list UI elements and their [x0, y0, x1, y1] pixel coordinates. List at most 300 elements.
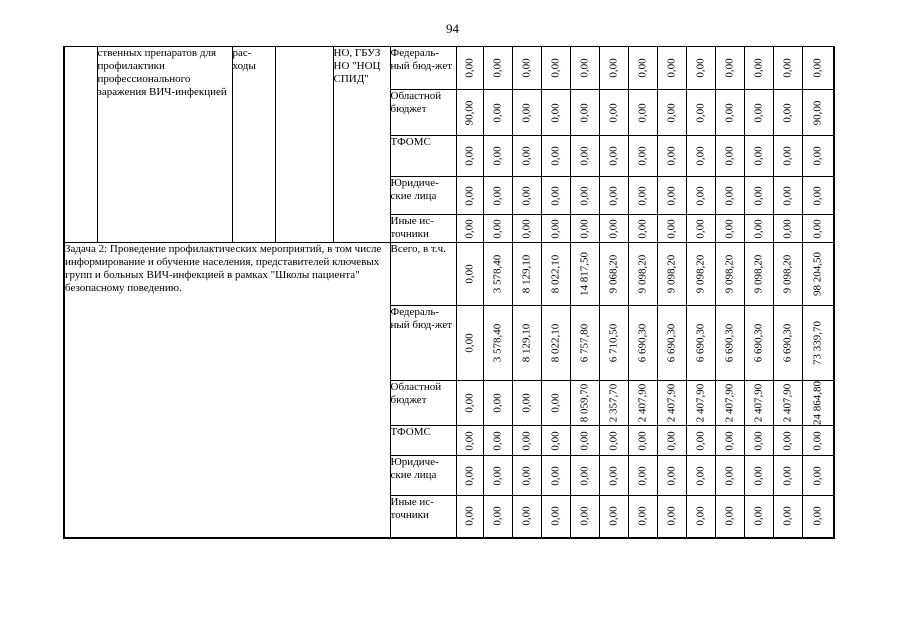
value-text: 0,00 [491, 465, 503, 486]
value-cell [456, 136, 483, 177]
value-cell [599, 177, 628, 215]
value-cell [541, 496, 570, 538]
value-text: 0,00 [723, 185, 735, 206]
value-text: 0,00 [578, 146, 590, 166]
value-text: 9 098,20 [665, 254, 677, 294]
value-cell [512, 426, 541, 456]
value-text: 9 068,20 [607, 254, 619, 294]
value-text: 0,00 [636, 58, 648, 78]
value-cell [628, 47, 657, 90]
value-text: 0,00 [636, 146, 648, 166]
value-cell [628, 381, 657, 426]
value-cell [628, 90, 657, 136]
table-body [64, 47, 834, 538]
value-cell [773, 243, 802, 306]
value-cell [744, 243, 773, 306]
value-cell [686, 136, 715, 177]
value-text: 0,00 [811, 218, 824, 239]
value-text: 2 407,90 [781, 383, 793, 423]
value-cell [570, 90, 599, 136]
value-text: 0,00 [665, 506, 677, 526]
value-cell [456, 90, 483, 136]
funding-source-label: ТФОМС [390, 136, 456, 177]
value-cell [802, 136, 834, 177]
value-text: 0,00 [665, 218, 677, 239]
value-text: 0,00 [752, 218, 764, 239]
value-cell [541, 426, 570, 456]
funding-source-label: Иные ис-точники [390, 215, 456, 243]
value-cell [802, 426, 834, 456]
value-text: 0,00 [491, 218, 503, 239]
value-text: 0,00 [752, 102, 764, 123]
value-cell [802, 456, 834, 496]
value-text: 0,00 [520, 146, 532, 166]
value-cell [512, 456, 541, 496]
value-cell [715, 136, 744, 177]
table-row [64, 243, 834, 306]
value-cell [570, 47, 599, 90]
value-cell [657, 496, 686, 538]
expense-type: рас-ходы [232, 47, 275, 243]
value-cell [657, 306, 686, 381]
value-text: 2 357,70 [607, 383, 619, 423]
value-cell [773, 496, 802, 538]
value-cell [744, 456, 773, 496]
value-text: 0,00 [694, 146, 706, 166]
value-cell [570, 243, 599, 306]
value-cell [541, 90, 570, 136]
value-text: 0,00 [463, 506, 475, 526]
value-text: 0,00 [520, 58, 532, 78]
value-text: 9 098,20 [723, 254, 735, 294]
value-text: 0,00 [520, 393, 532, 413]
value-cell [686, 306, 715, 381]
value-cell [483, 426, 512, 456]
value-text: 2 407,90 [694, 383, 706, 423]
value-text: 0,00 [520, 430, 532, 451]
value-text: 0,00 [549, 146, 561, 166]
value-cell [570, 381, 599, 426]
value-cell [686, 215, 715, 243]
task-title: Задача 2: Проведение профилактических мероприятий, в том числе информирование и обучение населения, представителей ключевых групп и больных ВИЧ-инфекцией в рамках "Школы пациента" безопасному поведению. [64, 243, 390, 538]
value-text: 0,00 [781, 185, 793, 206]
value-text: 3 578,40 [491, 254, 503, 294]
value-text: 0,00 [463, 58, 475, 78]
value-cell [744, 177, 773, 215]
value-text: 0,00 [607, 506, 619, 526]
value-text: 0,00 [607, 430, 619, 451]
value-cell [802, 90, 834, 136]
value-cell [628, 496, 657, 538]
value-text: 0,00 [665, 146, 677, 166]
value-cell [773, 47, 802, 90]
value-text: 9 098,20 [781, 254, 793, 294]
value-cell [715, 47, 744, 90]
value-cell [456, 47, 483, 90]
value-text: 8 129,10 [520, 254, 532, 294]
value-text: 0,00 [549, 102, 561, 123]
value-text: 0,00 [723, 102, 735, 123]
measure-name: ственных препаратов для профилактики профессионального заражения ВИЧ-инфекцией [97, 47, 232, 243]
value-cell [715, 177, 744, 215]
value-cell [483, 90, 512, 136]
value-cell [686, 243, 715, 306]
funding-source-label: Областной бюджет [390, 381, 456, 426]
value-cell [628, 215, 657, 243]
value-cell [744, 90, 773, 136]
value-text: 0,00 [723, 430, 735, 451]
value-text: 0,00 [636, 465, 648, 486]
funding-source-label: Областной бюджет [390, 90, 456, 136]
value-text: 0,00 [549, 506, 561, 526]
value-cell [773, 381, 802, 426]
value-text: 0,00 [752, 465, 764, 486]
value-text: 0,00 [607, 146, 619, 166]
value-cell [570, 426, 599, 456]
value-text: 0,00 [578, 465, 590, 486]
value-cell [715, 90, 744, 136]
value-cell [483, 456, 512, 496]
value-cell [541, 243, 570, 306]
value-text: 6 690,30 [665, 323, 677, 363]
value-text: 90,00 [463, 100, 475, 125]
value-cell [570, 136, 599, 177]
value-cell [744, 381, 773, 426]
value-text: 0,00 [694, 430, 706, 451]
value-cell [715, 306, 744, 381]
value-cell [773, 90, 802, 136]
value-cell [773, 177, 802, 215]
value-text: 0,00 [549, 430, 561, 451]
value-text: 0,00 [463, 264, 475, 284]
value-text: 9 098,20 [694, 254, 706, 294]
value-text: 0,00 [636, 506, 648, 526]
value-text: 90,00 [811, 100, 824, 125]
value-cell [773, 306, 802, 381]
value-cell [657, 381, 686, 426]
value-cell [715, 456, 744, 496]
value-text: 0,00 [520, 506, 532, 526]
value-text: 0,00 [694, 506, 706, 526]
value-text: 0,00 [811, 465, 824, 486]
value-cell [456, 215, 483, 243]
value-cell [657, 177, 686, 215]
value-text: 0,00 [491, 146, 503, 166]
value-cell [456, 456, 483, 496]
value-cell [802, 215, 834, 243]
value-text: 0,00 [694, 465, 706, 486]
value-text: 0,00 [463, 393, 475, 413]
value-cell [541, 136, 570, 177]
value-text: 0,00 [520, 218, 532, 239]
value-cell [512, 177, 541, 215]
value-text: 0,00 [491, 506, 503, 526]
value-cell [456, 177, 483, 215]
value-text: 0,00 [491, 430, 503, 451]
value-cell [599, 306, 628, 381]
value-cell [744, 306, 773, 381]
value-text: 0,00 [491, 185, 503, 206]
value-cell [512, 136, 541, 177]
value-text: 0,00 [694, 102, 706, 123]
funding-source-label: Юридиче-ские лица [390, 456, 456, 496]
value-cell [802, 243, 834, 306]
funding-source-label: ТФОМС [390, 426, 456, 456]
value-cell [456, 243, 483, 306]
value-text: 0,00 [781, 58, 793, 78]
value-cell [802, 306, 834, 381]
value-text: 0,00 [752, 430, 764, 451]
value-text: 0,00 [781, 146, 793, 166]
value-text: 3 578,40 [491, 323, 503, 363]
value-cell [686, 496, 715, 538]
value-text: 0,00 [665, 58, 677, 78]
value-text: 0,00 [665, 430, 677, 451]
value-text: 0,00 [607, 58, 619, 78]
value-cell [512, 381, 541, 426]
value-cell [686, 381, 715, 426]
value-text: 0,00 [781, 102, 793, 123]
value-cell [744, 215, 773, 243]
value-cell [512, 215, 541, 243]
value-text: 0,00 [578, 102, 590, 123]
value-text: 0,00 [491, 102, 503, 123]
value-cell [456, 496, 483, 538]
value-text: 9 098,20 [752, 254, 764, 294]
value-cell [715, 243, 744, 306]
value-text: 0,00 [811, 146, 824, 166]
value-cell [512, 306, 541, 381]
value-cell [541, 306, 570, 381]
value-cell [483, 177, 512, 215]
value-cell [686, 90, 715, 136]
funding-source-label: Федераль-ный бюд-жет [390, 306, 456, 381]
value-cell [483, 215, 512, 243]
value-cell [628, 243, 657, 306]
value-cell [599, 381, 628, 426]
value-text: 0,00 [781, 430, 793, 451]
value-text: 2 407,90 [723, 383, 735, 423]
value-cell [773, 456, 802, 496]
value-cell [541, 177, 570, 215]
value-text: 0,00 [520, 465, 532, 486]
value-cell [599, 243, 628, 306]
value-cell [599, 215, 628, 243]
value-text: 98 204,50 [811, 252, 824, 296]
value-cell [628, 136, 657, 177]
value-text: 0,00 [520, 102, 532, 123]
value-cell [512, 243, 541, 306]
value-text: 0,00 [811, 430, 824, 451]
value-text: 0,00 [578, 185, 590, 206]
value-text: 0,00 [665, 465, 677, 486]
value-text: 0,00 [463, 465, 475, 486]
value-cell [512, 90, 541, 136]
value-cell [715, 381, 744, 426]
funding-source-label: Федераль-ный бюд-жет [390, 47, 456, 90]
value-cell [744, 136, 773, 177]
value-cell [657, 215, 686, 243]
number-cell [64, 47, 97, 243]
value-cell [686, 456, 715, 496]
value-text: 0,00 [694, 185, 706, 206]
value-text: 73 339,70 [811, 321, 824, 365]
value-text: 0,00 [723, 218, 735, 239]
value-text: 0,00 [752, 58, 764, 78]
value-cell [628, 306, 657, 381]
value-cell [570, 215, 599, 243]
value-cell [456, 381, 483, 426]
value-cell [657, 136, 686, 177]
value-cell [773, 215, 802, 243]
value-text: 9 098,20 [636, 254, 648, 294]
value-text: 0,00 [781, 218, 793, 239]
value-cell [570, 306, 599, 381]
value-cell [802, 177, 834, 215]
value-cell [541, 456, 570, 496]
value-text: 0,00 [811, 506, 824, 526]
value-cell [512, 496, 541, 538]
value-text: 0,00 [665, 102, 677, 123]
value-cell [773, 136, 802, 177]
value-text: 0,00 [636, 218, 648, 239]
page-number: 94 [446, 21, 459, 36]
funding-source-label: Иные ис-точники [390, 496, 456, 538]
value-cell [715, 215, 744, 243]
value-text: 0,00 [694, 218, 706, 239]
value-text: 6 710,50 [607, 323, 619, 363]
value-text: 0,00 [607, 102, 619, 123]
table-row [64, 47, 834, 90]
value-text: 6 757,80 [578, 323, 590, 363]
value-text: 0,00 [607, 185, 619, 206]
value-text: 0,00 [723, 58, 735, 78]
value-cell [657, 426, 686, 456]
value-text: 0,00 [578, 58, 590, 78]
value-text: 0,00 [549, 58, 561, 78]
value-cell [483, 243, 512, 306]
value-cell [483, 136, 512, 177]
value-text: 0,00 [520, 185, 532, 206]
value-cell [657, 47, 686, 90]
value-cell [628, 426, 657, 456]
value-text: 8 022,10 [549, 254, 561, 294]
value-text: 0,00 [694, 58, 706, 78]
value-text: 0,00 [549, 218, 561, 239]
value-text: 0,00 [607, 465, 619, 486]
value-text: 0,00 [723, 506, 735, 526]
value-text: 8 022,10 [549, 323, 561, 363]
value-cell [628, 177, 657, 215]
value-cell [570, 496, 599, 538]
empty-cell [275, 47, 333, 243]
value-text: 0,00 [578, 218, 590, 239]
value-cell [802, 496, 834, 538]
value-cell [483, 306, 512, 381]
value-cell [456, 306, 483, 381]
value-text: 0,00 [491, 393, 503, 413]
value-cell [686, 47, 715, 90]
value-text: 8 129,10 [520, 323, 532, 363]
value-text: 0,00 [781, 506, 793, 526]
value-text: 0,00 [578, 430, 590, 451]
value-cell [599, 47, 628, 90]
value-text: 0,00 [636, 430, 648, 451]
value-cell [744, 47, 773, 90]
value-text: 0,00 [665, 185, 677, 206]
value-text: 6 690,30 [752, 323, 764, 363]
value-cell [802, 47, 834, 90]
value-cell [802, 381, 834, 426]
value-cell [657, 456, 686, 496]
value-text: 0,00 [549, 185, 561, 206]
value-cell [599, 456, 628, 496]
value-text: 0,00 [752, 185, 764, 206]
value-text: 0,00 [636, 185, 648, 206]
value-text: 2 407,90 [636, 383, 648, 423]
value-cell [657, 243, 686, 306]
value-text: 0,00 [549, 465, 561, 486]
value-text: 6 690,30 [694, 323, 706, 363]
value-cell [744, 426, 773, 456]
value-cell [715, 426, 744, 456]
funding-source-label: Всего, в т.ч. [390, 243, 456, 306]
value-text: 0,00 [578, 506, 590, 526]
value-cell [456, 426, 483, 456]
funding-source-label: Юридиче-ские лица [390, 177, 456, 215]
value-cell [483, 496, 512, 538]
executor: НО, ГБУЗ НО "НОЦ СПИД" [333, 47, 390, 243]
value-text: 2 407,90 [665, 383, 677, 423]
value-cell [657, 90, 686, 136]
value-cell [570, 456, 599, 496]
value-cell [541, 381, 570, 426]
value-text: 0,00 [463, 185, 475, 206]
value-text: 0,00 [463, 218, 475, 239]
value-cell [541, 47, 570, 90]
value-cell [686, 426, 715, 456]
value-cell [715, 496, 744, 538]
budget-table [63, 46, 835, 539]
value-text: 6 690,30 [636, 323, 648, 363]
value-cell [599, 426, 628, 456]
value-cell [541, 215, 570, 243]
value-text: 6 690,30 [781, 323, 793, 363]
value-cell [599, 496, 628, 538]
value-text: 0,00 [811, 185, 824, 206]
value-cell [599, 90, 628, 136]
value-cell [686, 177, 715, 215]
value-text: 0,00 [723, 465, 735, 486]
value-text: 0,00 [723, 146, 735, 166]
value-cell [628, 456, 657, 496]
value-cell [599, 136, 628, 177]
value-text: 0,00 [636, 102, 648, 123]
value-text: 14 817,50 [578, 252, 590, 296]
value-cell [483, 381, 512, 426]
value-text: 24 864,80 [811, 381, 824, 425]
value-cell [483, 47, 512, 90]
value-text: 6 690,30 [723, 323, 735, 363]
value-cell [744, 496, 773, 538]
value-text: 2 407,90 [752, 383, 764, 423]
value-cell [512, 47, 541, 90]
value-text: 8 059,70 [578, 383, 590, 423]
value-cell [773, 426, 802, 456]
value-text: 0,00 [752, 506, 764, 526]
value-text: 0,00 [549, 393, 561, 413]
value-cell [570, 177, 599, 215]
